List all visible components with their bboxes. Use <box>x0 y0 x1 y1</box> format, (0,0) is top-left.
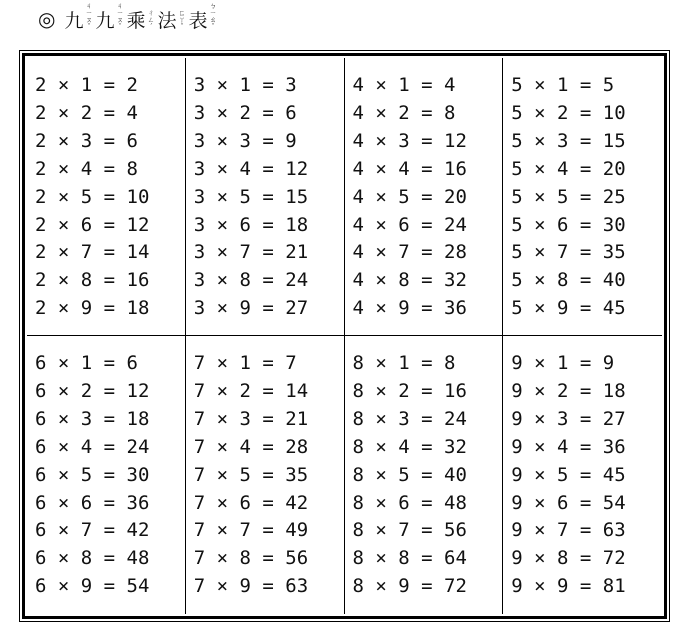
equation-row: 3 × 9 = 27 <box>193 297 309 320</box>
zhuyin-annotation: ㄐㄧㄡˇ <box>85 2 94 31</box>
equation-row: 2 × 7 = 14 <box>35 241 150 264</box>
equation-row: 4 × 6 = 24 <box>352 213 467 236</box>
equation-row: 2 × 1 = 2 <box>35 74 138 96</box>
multiplication-table <box>22 53 667 619</box>
equation-row: 3 × 3 = 9 <box>193 129 297 152</box>
equation-row: 6 × 7 = 42 <box>35 519 150 542</box>
equation-row: 9 × 4 = 36 <box>511 435 626 458</box>
equation-row: 5 × 5 = 25 <box>511 185 626 208</box>
equation-row: 2 × 9 = 18 <box>35 297 150 320</box>
equation-row: 9 × 3 = 27 <box>511 407 626 430</box>
equation-row: 9 × 1 = 9 <box>511 352 615 374</box>
title-char: 表 <box>188 10 209 32</box>
zhuyin-annotation: ㄔㄥˊ <box>147 9 156 31</box>
equation-row: 6 × 6 = 36 <box>35 491 150 514</box>
equation-row: 3 × 5 = 15 <box>193 185 309 208</box>
double-circle-icon: ◎ <box>38 7 57 31</box>
equation-row: 5 × 1 = 5 <box>511 74 615 96</box>
equation-row: 2 × 3 = 6 <box>35 129 138 152</box>
equation-row: 6 × 5 = 30 <box>35 463 150 486</box>
equation-row: 7 × 1 = 7 <box>193 352 297 374</box>
equation-row: 5 × 7 = 35 <box>511 241 626 264</box>
page-title <box>38 4 220 34</box>
table-cell-5 <box>503 58 662 336</box>
equation-row: 4 × 2 = 8 <box>352 101 456 124</box>
equation-row: 4 × 3 = 12 <box>352 129 467 152</box>
equation-row: 6 × 2 = 12 <box>35 379 150 402</box>
equation-row: 2 × 6 = 12 <box>35 213 150 236</box>
table-cell-4 <box>345 58 504 336</box>
equation-row: 7 × 8 = 56 <box>193 547 309 570</box>
equation-row: 9 × 9 = 81 <box>511 575 626 598</box>
equation-row: 9 × 2 = 18 <box>511 379 626 402</box>
equation-row: 6 × 1 = 6 <box>35 352 138 374</box>
title-char: 乘 <box>126 10 147 32</box>
equation-row: 7 × 3 = 21 <box>193 407 309 430</box>
equation-row: 3 × 1 = 3 <box>193 74 297 96</box>
equation-row: 7 × 6 = 42 <box>193 491 309 514</box>
equation-row: 5 × 9 = 45 <box>511 297 626 320</box>
equation-row: 8 × 1 = 8 <box>352 352 456 374</box>
equation-row: 3 × 7 = 21 <box>193 241 309 264</box>
equation-row: 9 × 8 = 72 <box>511 547 626 570</box>
table-cell-9 <box>503 336 662 614</box>
title-char: 法 <box>157 10 178 32</box>
equation-row: 4 × 5 = 20 <box>352 185 467 208</box>
table-cell-8 <box>345 336 504 614</box>
equation-row: 7 × 4 = 28 <box>193 435 309 458</box>
title-characters <box>64 2 219 33</box>
equation-row: 8 × 6 = 48 <box>352 491 467 514</box>
equation-row: 7 × 7 = 49 <box>193 519 309 542</box>
zhuyin-annotation: ㄈㄚˇ <box>178 9 187 31</box>
multiplication-grid <box>27 58 662 614</box>
equation-row: 6 × 9 = 54 <box>35 575 150 598</box>
equation-row: 9 × 7 = 63 <box>511 519 626 542</box>
table-cell-7 <box>186 336 345 614</box>
table-cell-6 <box>27 336 186 614</box>
equation-row: 8 × 4 = 32 <box>352 435 467 458</box>
equation-row: 5 × 2 = 10 <box>511 101 626 124</box>
title-char: 九 <box>64 10 85 32</box>
equation-row: 2 × 5 = 10 <box>35 185 150 208</box>
zhuyin-annotation: ㄅㄧㄠˇ <box>209 2 218 31</box>
zhuyin-annotation: ㄐㄧㄡˇ <box>116 2 125 31</box>
equation-row: 8 × 5 = 40 <box>352 463 467 486</box>
equation-row: 2 × 2 = 4 <box>35 101 138 124</box>
equation-row: 2 × 8 = 16 <box>35 269 150 292</box>
equation-row: 8 × 7 = 56 <box>352 519 467 542</box>
equation-row: 4 × 4 = 16 <box>352 157 467 180</box>
equation-row: 4 × 9 = 36 <box>352 297 467 320</box>
equation-row: 3 × 6 = 18 <box>193 213 309 236</box>
equation-row: 8 × 8 = 64 <box>352 547 467 570</box>
equation-row: 4 × 7 = 28 <box>352 241 467 264</box>
equation-row: 7 × 2 = 14 <box>193 379 309 402</box>
equation-row: 5 × 8 = 40 <box>511 269 626 292</box>
equation-row: 6 × 4 = 24 <box>35 435 150 458</box>
equation-row: 9 × 5 = 45 <box>511 463 626 486</box>
equation-row: 6 × 8 = 48 <box>35 547 150 570</box>
equation-row: 8 × 2 = 16 <box>352 379 467 402</box>
equation-row: 9 × 6 = 54 <box>511 491 626 514</box>
equation-row: 4 × 8 = 32 <box>352 269 467 292</box>
equation-row: 5 × 3 = 15 <box>511 129 626 152</box>
equation-row: 7 × 5 = 35 <box>193 463 309 486</box>
equation-row: 2 × 4 = 8 <box>35 157 138 180</box>
table-cell-3 <box>186 58 345 336</box>
equation-row: 3 × 2 = 6 <box>193 101 297 124</box>
equation-row: 7 × 9 = 63 <box>193 575 309 598</box>
table-cell-2 <box>27 58 186 336</box>
equation-row: 3 × 8 = 24 <box>193 269 309 292</box>
equation-row: 5 × 4 = 20 <box>511 157 626 180</box>
equation-row: 4 × 1 = 4 <box>352 74 456 96</box>
equation-row: 5 × 6 = 30 <box>511 213 626 236</box>
equation-row: 3 × 4 = 12 <box>193 157 309 180</box>
equation-row: 8 × 3 = 24 <box>352 407 467 430</box>
equation-row: 6 × 3 = 18 <box>35 407 150 430</box>
title-char: 九 <box>95 10 116 32</box>
equation-row: 8 × 9 = 72 <box>352 575 467 598</box>
